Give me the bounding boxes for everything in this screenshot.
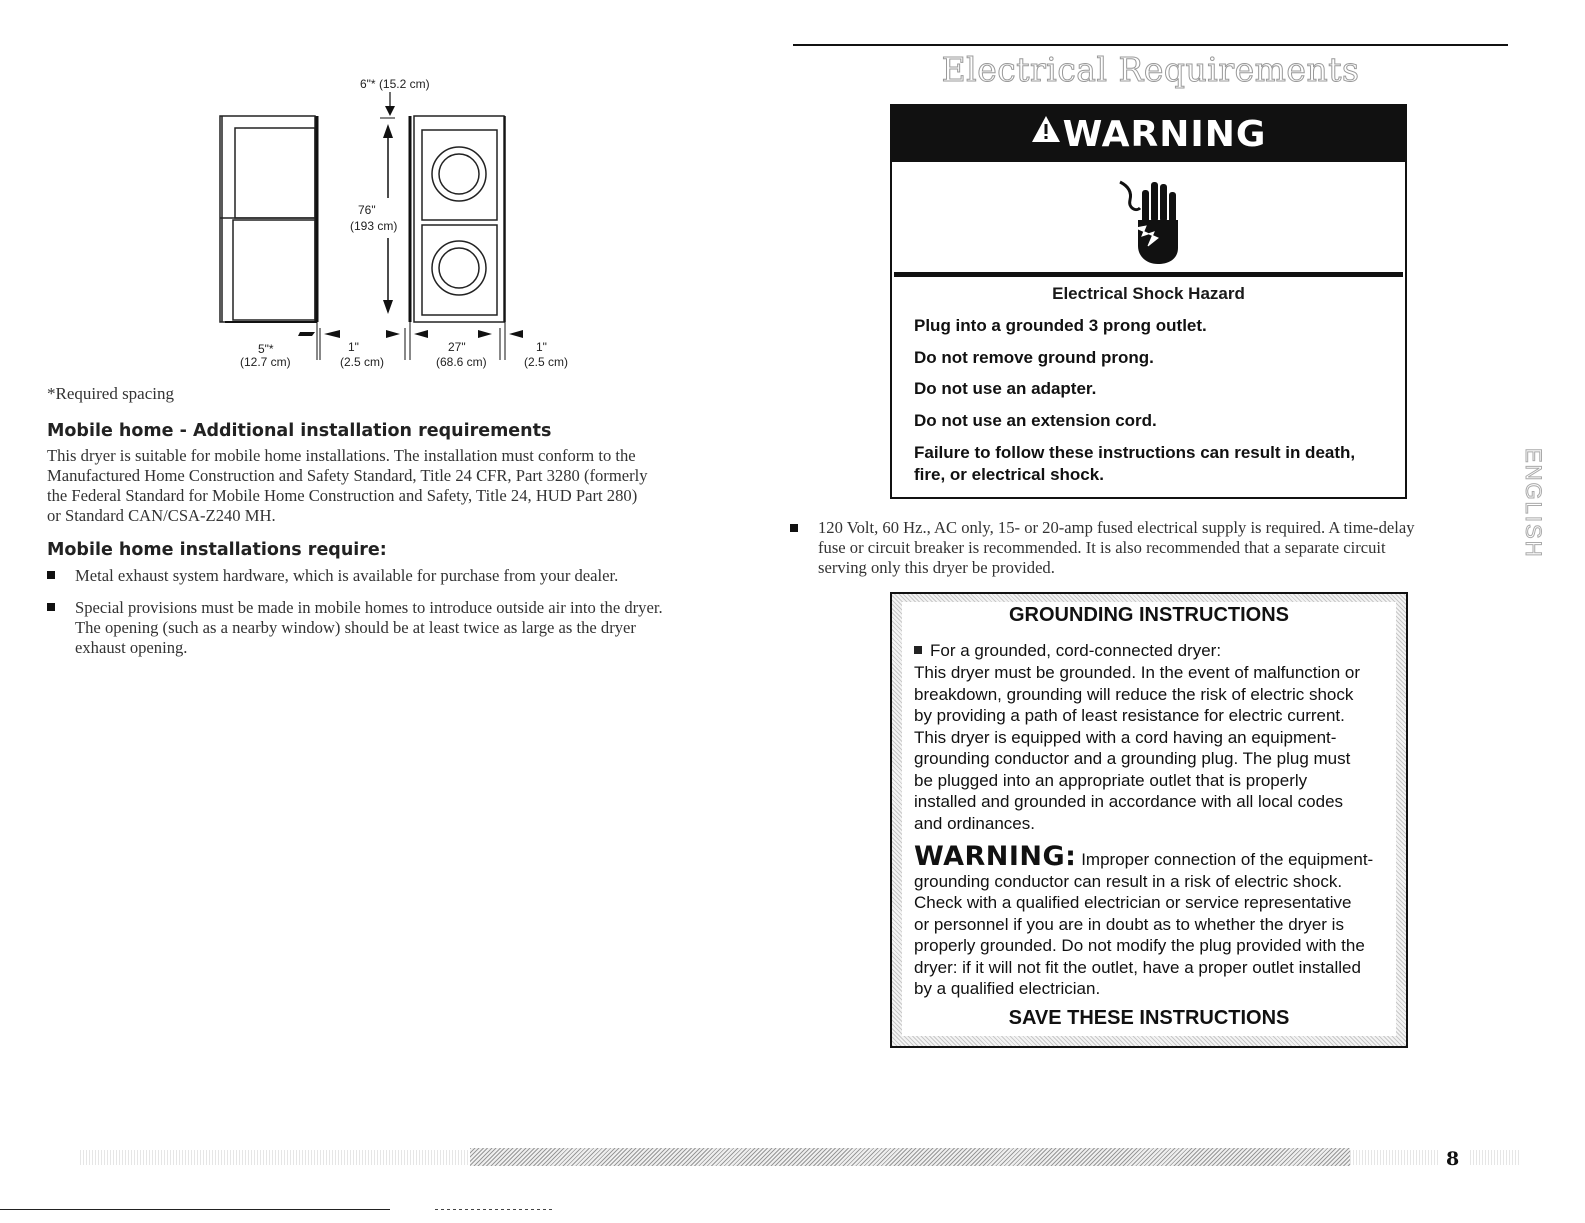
- grounding-line: installed and grounded in accordance with all local codes: [914, 792, 1344, 811]
- warning-label: WARNING: [1062, 114, 1267, 155]
- grounding-line: properly grounded. Do not modify the plug provided with the: [914, 936, 1365, 955]
- supply-line: serving only this dryer be provided.: [818, 558, 1055, 577]
- mobile-para-line: Manufactured Home Construction and Safety Standard, Title 24 CFR, Part 3280 (formerly: [47, 466, 648, 485]
- grounding-warning-word: WARNING:: [914, 841, 1077, 872]
- mobile-home-heading: Mobile home - Additional installation requirements: [47, 421, 552, 441]
- bullet-square-icon: [914, 646, 922, 654]
- list-item-text: The opening (such as a nearby window) should be at least twice as large as the dryer: [75, 618, 636, 637]
- footer-band-left: [80, 1150, 470, 1165]
- list-item: [47, 598, 767, 658]
- dim-left-cm: (12.7 cm): [240, 355, 291, 369]
- grounding-warning-paragraph: [914, 841, 1394, 1000]
- grounding-line: or personnel if you are in doubt as to whether the dryer is: [914, 914, 1344, 934]
- required-spacing-caption: *Required spacing: [47, 384, 174, 403]
- dim-right-in: 1": [536, 340, 547, 354]
- diagram-top-label: 6"* (15.2 cm): [360, 77, 430, 91]
- bullet-square-icon: [47, 603, 55, 611]
- supply-line: fuse or circuit breaker is recommended. It is also recommended that a separate circuit: [818, 538, 1386, 557]
- warning-line: Do not remove ground prong.: [914, 348, 1154, 367]
- dim-right-cm: (2.5 cm): [524, 355, 569, 369]
- front-view-unit: [414, 116, 504, 322]
- mobile-home-paragraph: [47, 446, 767, 526]
- grounding-line: This dryer must be grounded. In the event of malfunction or: [914, 663, 1361, 682]
- footer-band-right: [1350, 1150, 1440, 1165]
- list-item: [47, 566, 767, 586]
- grounding-line: and ordinances.: [914, 813, 1035, 833]
- mobile-para-line: the Federal Standard for Mobile Home Construction and Safety, Title 24, HUD Part 280): [47, 486, 638, 505]
- warning-title: Electrical Shock Hazard: [1052, 284, 1245, 303]
- mobile-para-line: This dryer is suitable for mobile home installations. The installation must conform to the: [47, 446, 636, 465]
- mobile-para-line: or Standard CAN/CSA-Z240 MH.: [47, 506, 276, 525]
- bottom-rule: [0, 1209, 390, 1210]
- list-item-text: Metal exhaust system hardware, which is available for purchase from your dealer.: [75, 566, 619, 585]
- save-instructions-label: SAVE THESE INSTRUCTIONS: [1008, 1007, 1290, 1029]
- grounding-content: [890, 0, 1408, 1223]
- warning-line: Failure to follow these instructions can result in death,: [914, 443, 1356, 462]
- grounding-line: Check with a qualified electrician or service representative: [914, 893, 1352, 912]
- dim-gap-in: 1": [348, 340, 359, 354]
- footer-band: [470, 1148, 1350, 1166]
- grounding-bullet-text: For a grounded, cord-connected dryer:: [930, 641, 1222, 660]
- grounding-line: by providing a path of least resistance for electric current.: [914, 706, 1345, 725]
- bullet-square-icon: [47, 571, 55, 579]
- language-side-tab: ENGLISH: [1521, 447, 1546, 559]
- grounding-line: Improper connection of the equipment-: [1076, 850, 1374, 869]
- dim-left-in: 5"*: [258, 342, 274, 356]
- warning-line: Do not use an adapter.: [914, 379, 1097, 398]
- side-view-unit: [220, 116, 315, 322]
- warning-line: Plug into a grounded 3 prong outlet.: [914, 316, 1207, 335]
- grounding-line: grounding conductor can result in a risk of electric shock.: [914, 871, 1343, 891]
- grounding-bullet: [914, 640, 1221, 662]
- supply-line: 120 Volt, 60 Hz., AC only, 15- or 20-amp fused electrical supply is required. A time-delay: [818, 518, 1415, 537]
- grounding-line: grounding conductor and a grounding plug. The plug must: [914, 749, 1351, 768]
- grounding-line: by a qualified electrician.: [914, 979, 1101, 998]
- grounding-line: This dryer is equipped with a cord having an equipment-: [914, 727, 1337, 747]
- grounding-line: breakdown, grounding will reduce the risk of electric shock: [914, 684, 1354, 704]
- installations-require-heading: Mobile home installations require:: [47, 540, 387, 560]
- grounding-title: GROUNDING INSTRUCTIONS: [1009, 604, 1289, 626]
- grounding-line: dryer: if it will not fit the outlet, have a proper outlet installed: [914, 957, 1361, 977]
- stacked-dryer-clearance-diagram: [200, 68, 600, 378]
- list-item-text: exhaust opening.: [75, 638, 188, 657]
- bullet-square-icon: [790, 524, 798, 532]
- requirements-list: [47, 566, 767, 666]
- grounding-line: be plugged into an appropriate outlet that is properly: [914, 770, 1308, 790]
- warning-line: fire, or electrical shock.: [914, 465, 1104, 484]
- dim-width-in: 27": [448, 340, 466, 354]
- bottom-crop-marks: [435, 1209, 555, 1210]
- height-label-cm: (193 cm): [350, 219, 398, 233]
- section-title: Electrical Requirements: [941, 50, 1360, 89]
- dim-gap-cm: (2.5 cm): [340, 355, 385, 369]
- page-number: 8: [1446, 1148, 1460, 1170]
- list-item-text: Special provisions must be made in mobile homes to introduce outside air into the dryer.: [75, 598, 663, 617]
- footer-band-right-end: [1470, 1150, 1520, 1165]
- dim-width-cm: (68.6 cm): [436, 355, 487, 369]
- warning-line: Do not use an extension cord.: [914, 411, 1157, 430]
- height-label-in: 76": [358, 203, 376, 217]
- grounding-paragraph: [914, 662, 1394, 834]
